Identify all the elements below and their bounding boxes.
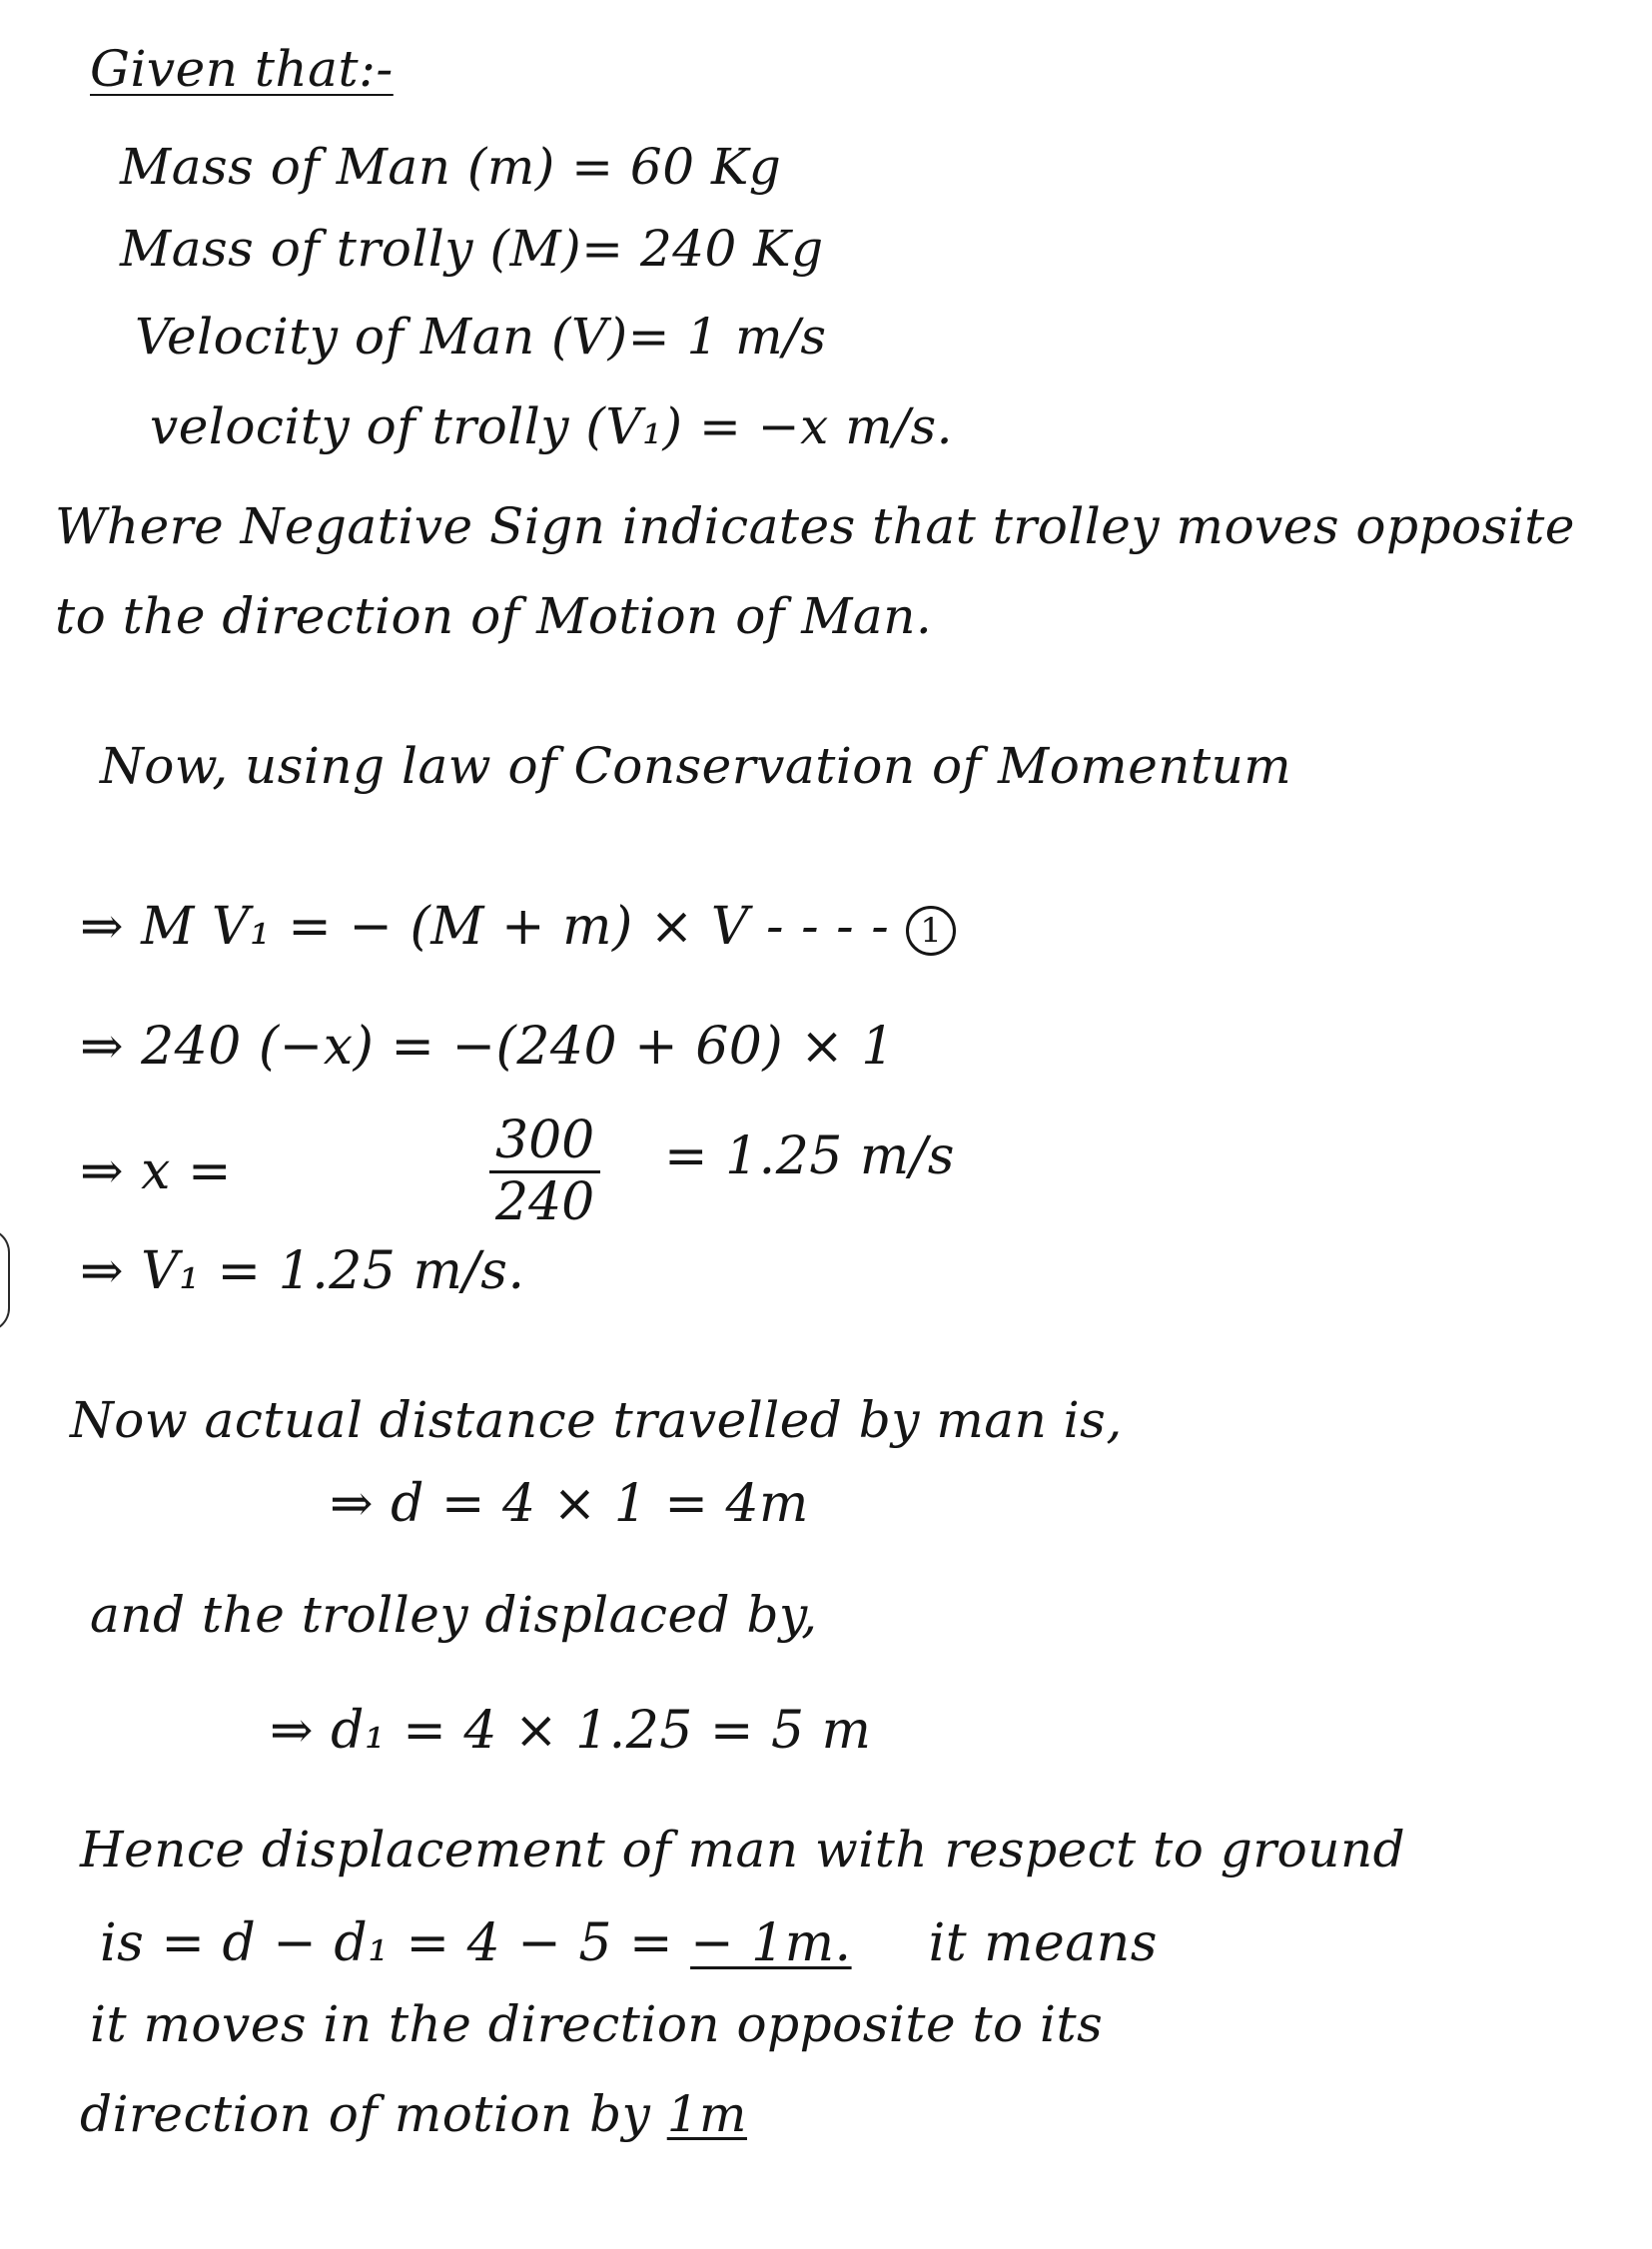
distance-equation: ⇒ d = 4 × 1 = 4m xyxy=(330,1474,809,1534)
sign-explanation-line-1: Where Negative Sign indicates that trolley moves opposite xyxy=(55,497,1575,555)
momentum-intro: Now, using law of Conservation of Momentum xyxy=(100,737,1292,795)
momentum-equation-2: ⇒ 240 (−x) = −(240 + 60) × 1 xyxy=(80,1017,895,1077)
margin-mark xyxy=(0,1228,10,1332)
equation-number: 1 xyxy=(906,906,956,956)
displacement-result: − 1m. xyxy=(690,1913,852,1973)
trolley-displacement-equation: ⇒ d₁ = 4 × 1.25 = 5 m xyxy=(270,1701,872,1761)
conclusion-line-1: Hence displacement of man with respect to ground xyxy=(80,1821,1406,1878)
conclusion-line-4-text: direction of motion by xyxy=(80,2085,651,2143)
conclusion-line-3: it moves in the direction opposite to its xyxy=(90,1995,1104,2053)
distance-intro: Now actual distance travelled by man is, xyxy=(70,1391,1123,1449)
momentum-equation-3-left: ⇒ x = xyxy=(80,1141,233,1201)
momentum-fraction xyxy=(489,1111,600,1232)
mass-of-trolley: Mass of trolly (M)= 240 Kg xyxy=(120,220,824,278)
momentum-equation-3-right: = 1.25 m/s xyxy=(664,1126,955,1186)
momentum-equation-4: ⇒ V₁ = 1.25 m/s. xyxy=(80,1241,525,1301)
given-heading: Given that:- xyxy=(90,40,394,98)
sign-explanation-line-2: to the direction of Motion of Man. xyxy=(55,587,933,645)
momentum-equation-1 xyxy=(80,899,956,956)
fraction-numerator: 300 xyxy=(489,1114,600,1173)
conclusion-line-4 xyxy=(80,2087,747,2142)
conclusion-line-2 xyxy=(100,1915,1158,1972)
final-answer: 1m xyxy=(666,2085,747,2143)
trolley-displacement-intro: and the trolley displaced by, xyxy=(90,1586,818,1644)
fraction-denominator: 240 xyxy=(495,1171,595,1232)
mass-of-man: Mass of Man (m) = 60 Kg xyxy=(120,138,782,196)
momentum-equation-1-text: ⇒ M V₁ = − (M + m) × V - - - - xyxy=(80,897,890,957)
it-means-text: it means xyxy=(928,1913,1158,1973)
velocity-of-man: Velocity of Man (V)= 1 m/s xyxy=(135,308,827,366)
displacement-equation: is = d − d₁ = 4 − 5 = xyxy=(100,1913,674,1973)
velocity-of-trolley: velocity of trolly (V₁) = −x m/s. xyxy=(150,397,954,455)
